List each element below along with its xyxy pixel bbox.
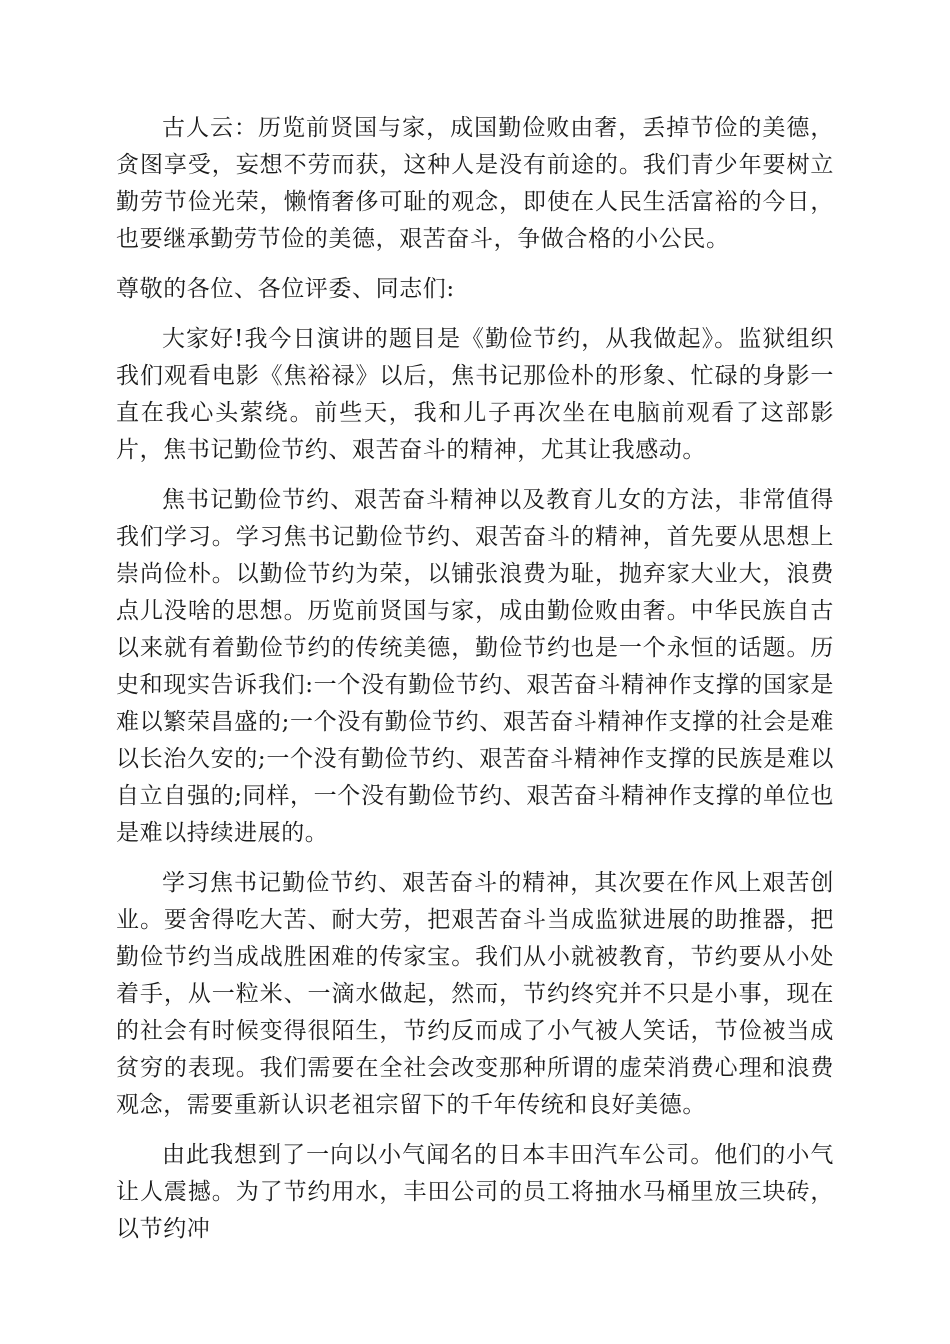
paragraph-toyota-example: 由此我想到了一向以小气闻名的日本丰田汽车公司。他们的小气让人震撼。为了节约用水，丰田公司的员工将抽水马桶里放三块砖，以节约冲 bbox=[116, 1142, 834, 1242]
paragraph-thought-frugality: 焦书记勤俭节约、艰苦奋斗精神以及教育儿女的方法，非常值得我们学习。学习焦书记勤俭节约、艰苦奋斗的精神，首先要从思想上崇尚俭朴。以勤俭节约为荣，以铺张浪费为耻，抛弃家大业大，浪费点儿没啥的思想。历览前贤国与家，成由勤俭败由奢。中华民族自古以来就有着勤俭节约的传统美德，勤俭节约也是一个永恒的话题。历史和现实告诉我们:一个没有勤俭节约、艰苦奋斗精神作支撑的国家是难以繁荣昌盛的;一个没有勤俭节约、艰苦奋斗精神作支撑的社会是难以长治久安的;一个没有勤俭节约、艰苦奋斗精神作支撑的民族是难以自立自强的;同样，一个没有勤俭节约、艰苦奋斗精神作支撑的单位也是难以持续进展的。 bbox=[116, 487, 834, 846]
paragraph-salutation: 尊敬的各位、各位评委、同志们: bbox=[116, 276, 455, 302]
paragraph-greeting-intro: 大家好!我今日演讲的题目是《勤俭节约，从我做起》。监狱组织我们观看电影《焦裕禄》以后，焦书记那俭朴的形象、忙碌的身影一直在我心头萦绕。前些天，我和儿子再次坐在电脑前观看了这部影片，焦书记勤俭节约、艰苦奋斗的精神，尤其让我感动。 bbox=[116, 326, 834, 463]
document-body bbox=[116, 110, 834, 1261]
paragraph-frugality-quote: 古人云：历览前贤国与家，成国勤俭败由奢，丢掉节俭的美德，贪图享受，妄想不劳而获，这种人是没有前途的。我们青少年要树立勤劳节俭光荣，懒惰奢侈可耻的观念，即使在人民生活富裕的今日，也要继承勤劳节俭的美德，艰苦奋斗，争做合格的小公民。 bbox=[116, 115, 834, 252]
paragraph-work-style: 学习焦书记勤俭节约、艰苦奋斗的精神，其次要在作风上艰苦创业。要舍得吃大苦、耐大劳，把艰苦奋斗当成监狱进展的助推器，把勤俭节约当成战胜困难的传家宝。我们从小就被教育，节约要从小处着手，从一粒米、一滴水做起，然而，节约终究并不只是小事，现在的社会有时候变得很陌生，节约反而成了小气被人笑话，节俭被当成贫穷的表现。我们需要在全社会改变那种所谓的虚荣消费心理和浪费观念，需要重新认识老祖宗留下的千年传统和良好美德。 bbox=[116, 870, 834, 1118]
